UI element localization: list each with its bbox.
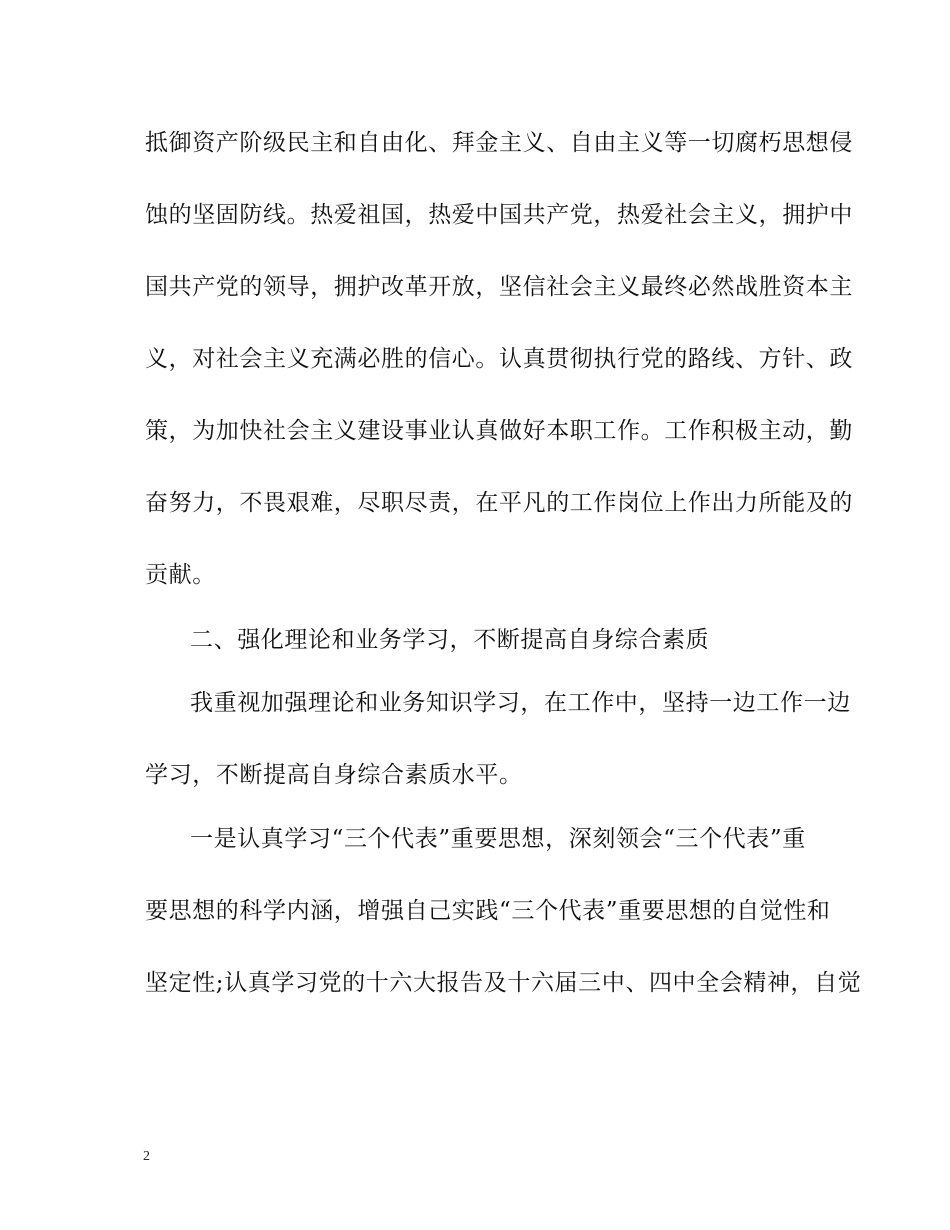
body-text-line: 我重视加强理论和业务知识学习，在工作中，坚持一边工作一边 bbox=[190, 690, 851, 716]
body-text-line: 义，对社会主义充满必胜的信心。认真贯彻执行党的路线、方针、政 bbox=[145, 346, 853, 372]
body-text-line: 奋努力，不畏艰难，尽职尽责，在平凡的工作岗位上作出力所能及的 bbox=[145, 490, 853, 516]
body-text-line: 抵御资产阶级民主和自由化、拜金主义、自由主义等一切腐朽思想侵 bbox=[145, 130, 853, 156]
section-heading: 二、强化理论和业务学习，不断提高自身综合素质 bbox=[190, 627, 710, 653]
body-text-line: 蚀的坚固防线。热爱祖国，热爱中国共产党，热爱社会主义，拥护中 bbox=[145, 202, 853, 228]
body-text-line: 坚定性;认真学习党的十六大报告及十六届三中、四中全会精神，自觉 bbox=[145, 970, 862, 996]
body-text-line: 国共产党的领导，拥护改革开放，坚信社会主义最终必然战胜资本主 bbox=[145, 274, 853, 300]
body-text-line: 贡献。 bbox=[145, 562, 216, 588]
body-text-line: 学习，不断提高自身综合素质水平。 bbox=[145, 762, 523, 788]
body-text-line: 要思想的科学内涵，增强自己实践“三个代表”重要思想的自觉性和 bbox=[145, 898, 831, 924]
body-text-line: 一是认真学习“三个代表”重要思想，深刻领会“三个代表”重 bbox=[190, 826, 806, 852]
body-text-line: 策，为加快社会主义建设事业认真做好本职工作。工作积极主动，勤 bbox=[145, 418, 853, 444]
page-number: 2 bbox=[143, 1149, 150, 1164]
